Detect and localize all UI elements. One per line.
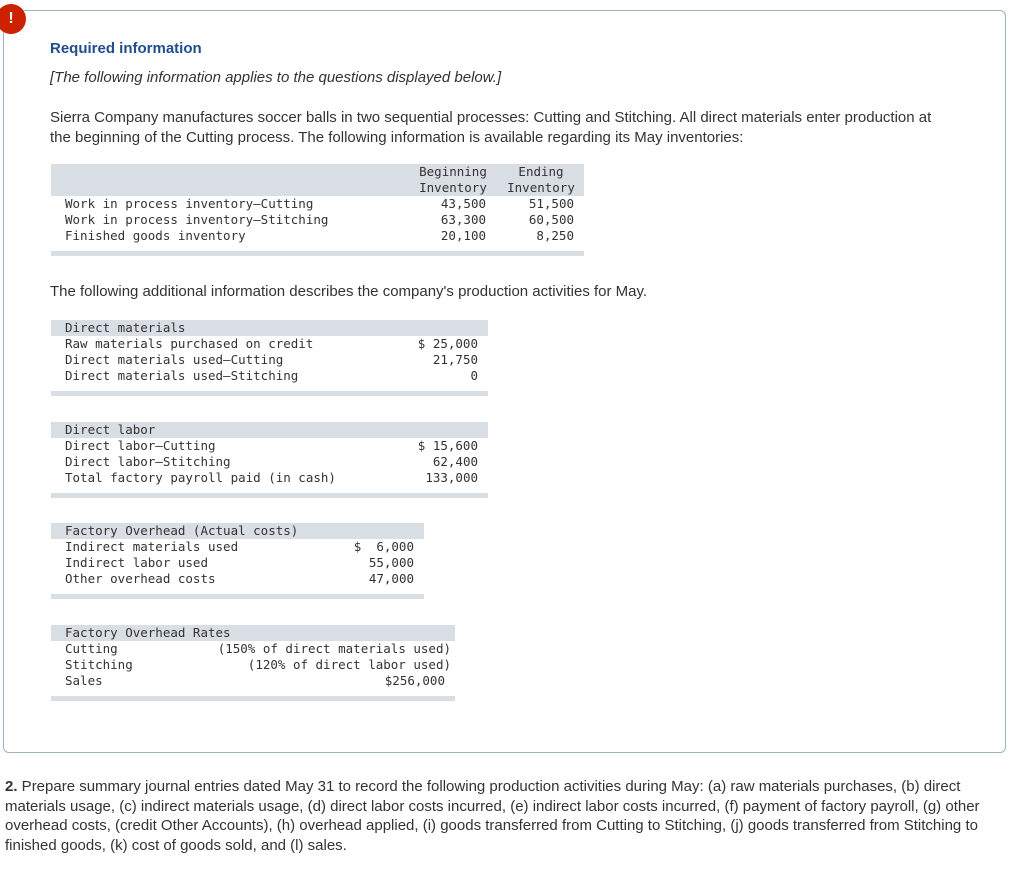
table-row (51, 571, 424, 587)
row-end: 60,500 (528, 212, 574, 227)
row-label: Finished goods inventory (65, 228, 246, 243)
row-label: Direct materials used–Stitching (65, 368, 299, 383)
row-label: Direct labor–Stitching (65, 454, 231, 469)
direct-materials-table (51, 320, 488, 396)
row-label: Work in process inventory–Stitching (65, 212, 329, 227)
table-row (51, 212, 584, 228)
row-end: 51,500 (528, 196, 574, 211)
additional-info-paragraph: The following additional information describes the company's production activities for May. (50, 283, 648, 300)
question-body: Prepare summary journal entries dated May 31 to record the following production activities during May: (a) raw materials purchases, (b) direct materials usage, (c) indirect materials usage, (d) direct labor costs incurred, (e) indirect labor costs incurred, (f) payment of factory payroll, (g) other overhead costs, (credit Other Accounts), (h) overhead applied, (i) goods transferred from Cutting to Stitching, (j) goods transferred from Stitching to finished goods, (k) cost of goods sold, and (l) sales. (5, 778, 980, 854)
required-info-title: Required information (50, 40, 202, 57)
question-number: 2. (5, 778, 18, 795)
row-label: Direct materials used–Cutting (65, 352, 284, 367)
row-begin: 43,500 (440, 196, 486, 211)
col-header-ending: Ending (518, 164, 564, 179)
row-label: Direct labor–Cutting (65, 438, 216, 453)
row-label: Stitching (65, 657, 133, 672)
row-label: Total factory payroll paid (in cash) (65, 470, 336, 485)
question-text (5, 777, 1015, 855)
table-row (51, 454, 488, 470)
table-row (51, 228, 584, 244)
table-row (51, 657, 455, 673)
row-value: 133,000 (425, 470, 478, 485)
table-row (51, 352, 488, 368)
row-value: 47,000 (368, 571, 414, 586)
row-value: (120% of direct labor used) (247, 657, 451, 672)
table-row (51, 368, 488, 384)
table-row (51, 196, 584, 212)
row-label: Indirect materials used (65, 539, 239, 554)
table-header: Direct labor (65, 422, 156, 437)
row-label: Other overhead costs (65, 571, 216, 586)
row-value: $ 25,000 (417, 336, 478, 351)
table-row (51, 641, 455, 657)
row-label: Raw materials purchased on credit (65, 336, 314, 351)
intro-paragraph: Sierra Company manufactures soccer balls in two sequential processes: Cutting and Stitching. All direct materials enter production at the beginning of the Cutting process. The following information is available regarding its May inventories: (50, 109, 932, 146)
row-begin: 20,100 (440, 228, 486, 243)
overhead-rates-table (51, 625, 455, 701)
row-value: (150% of direct materials used) (217, 641, 451, 656)
col-header-beginning-2: Inventory (419, 180, 487, 195)
row-value: 55,000 (368, 555, 414, 570)
row-value: $ 6,000 (353, 539, 414, 554)
row-value: 62,400 (432, 454, 478, 469)
row-end: 8,250 (536, 228, 574, 243)
table-row (51, 336, 488, 352)
row-begin: 63,300 (440, 212, 486, 227)
table-row (51, 539, 424, 555)
row-label: Work in process inventory–Cutting (65, 196, 314, 211)
col-header-ending-2: Inventory (507, 180, 575, 195)
table-header: Factory Overhead Rates (65, 625, 231, 640)
row-label: Indirect labor used (65, 555, 208, 570)
row-label: Sales (65, 673, 103, 688)
info-note: [The following information applies to the questions displayed below.] (50, 69, 502, 86)
table-row (51, 438, 488, 454)
factory-overhead-table (51, 523, 424, 599)
row-value: 21,750 (432, 352, 478, 367)
row-value: 0 (470, 368, 478, 383)
alert-icon: ! (0, 4, 26, 34)
row-value: $ 15,600 (417, 438, 478, 453)
table-header: Direct materials (65, 320, 186, 335)
table-row (51, 470, 488, 486)
direct-labor-table (51, 422, 488, 498)
inventory-table (51, 164, 584, 256)
table-row (51, 673, 455, 689)
row-label: Cutting (65, 641, 118, 656)
inventory-footer-band (51, 251, 584, 256)
table-row (51, 555, 424, 571)
table-header: Factory Overhead (Actual costs) (65, 523, 299, 538)
row-value: $256,000 (384, 673, 445, 688)
col-header-beginning: Beginning (419, 164, 487, 179)
